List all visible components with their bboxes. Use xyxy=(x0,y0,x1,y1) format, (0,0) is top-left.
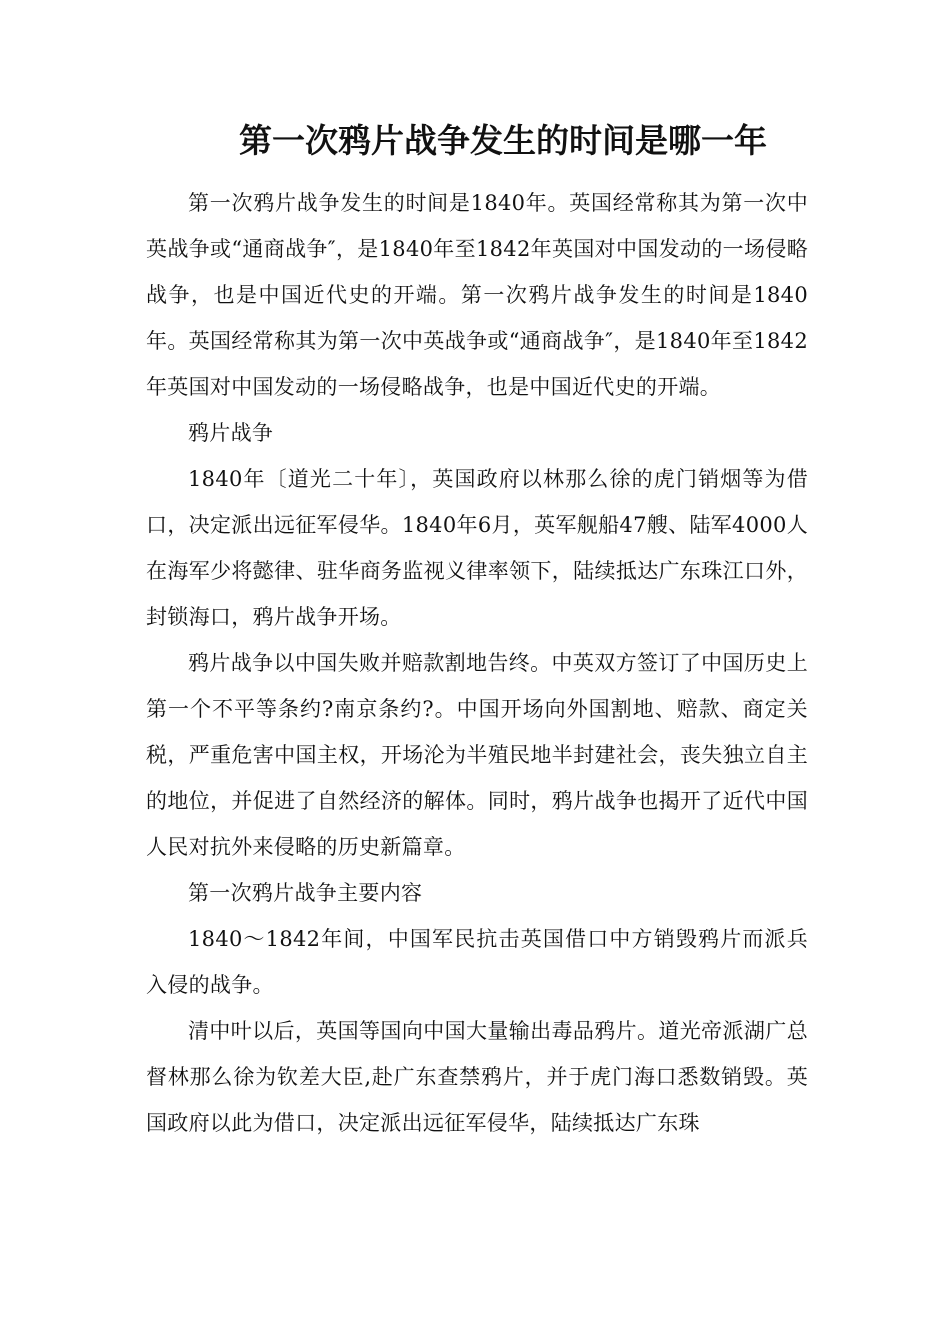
paragraph-war-outcome: 鸦片战争以中国失败并赔款割地告终。中英双方签订了中国历史上第一个不平等条约?南京条约?。中国开场向外国割地、赔款、商定关税，严重危害中国主权，开场沦为半殖民地半封建社会，丧失独立自主的地位，并促进了自然经济的解体。同时，鸦片战争也揭开了近代中国人民对抗外来侵略的历史新篇章。 xyxy=(146,651,808,859)
paragraph-war-start: 1840年〔道光二十年〕，英国政府以林那么徐的虎门销烟等为借口，决定派出远征军侵华。1840年6月，英军舰船47艘、陆军4000人在海军少将懿律、驻华商务监视义律率领下，陆续抵达广东珠江口外，封锁海口，鸦片战争开场。 xyxy=(146,467,808,629)
paragraph-heading-opium-war: 鸦片战争 xyxy=(188,421,274,445)
paragraph-war-summary: 1840～1842年间，中国军民抗击英国借口中方销毁鸦片而派兵入侵的战争。 xyxy=(146,927,808,997)
document-title: 第一次鸦片战争发生的时间是哪一年 xyxy=(239,121,767,160)
paragraph-background: 清中叶以后，英国等国向中国大量输出毒品鸦片。道光帝派湖广总督林那么徐为钦差大臣,赴广东查禁鸦片，并于虎门海口悉数销毁。英国政府以此为借口，决定派出远征军侵华，陆续抵达广东珠 xyxy=(146,1019,808,1135)
paragraph-intro: 第一次鸦片战争发生的时间是1840年。英国经常称其为第一次中英战争或“通商战争″，是1840年至1842年英国对中国发动的一场侵略战争，也是中国近代史的开端。第一次鸦片战争发生的时间是1840年。英国经常称其为第一次中英战争或“通商战争″，是1840年至1842年英国对中国发动的一场侵略战争，也是中国近代史的开端。 xyxy=(146,191,808,399)
document-body xyxy=(146,180,808,1146)
paragraph-heading-main-content: 第一次鸦片战争主要内容 xyxy=(188,881,423,905)
